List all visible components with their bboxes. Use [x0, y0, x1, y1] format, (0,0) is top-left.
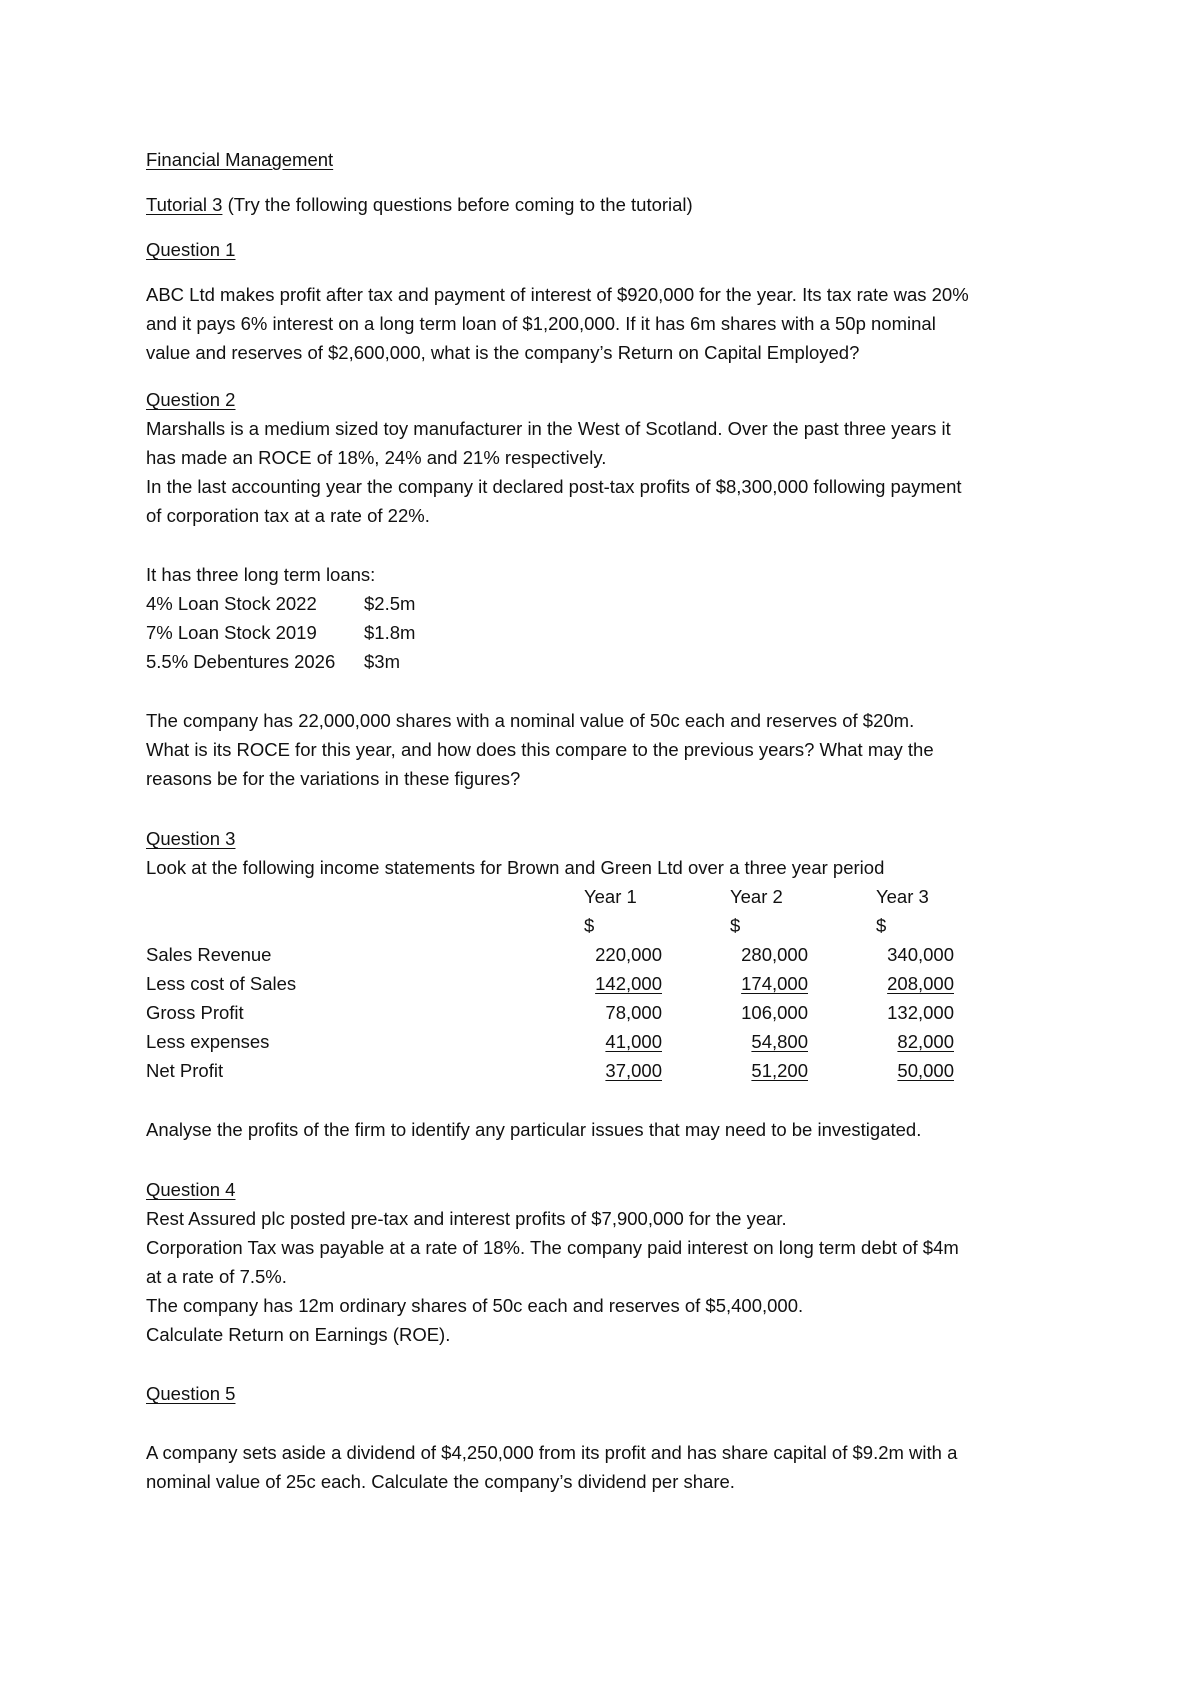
table-cell: 280,000: [741, 944, 808, 965]
q2-text-line: has made an ROCE of 18%, 24% and 21% respectively.: [146, 447, 607, 468]
q4-text-line: Rest Assured plc posted pre-tax and interest profits of $7,900,000 for the year.: [146, 1208, 787, 1229]
q2-text-line: Marshalls is a medium sized toy manufacturer in the West of Scotland. Over the past three years it: [146, 418, 951, 439]
table-cell: 37,000: [605, 1060, 662, 1081]
q1-text-line: and it pays 6% interest on a long term loan of $1,200,000. If it has 6m shares with a 50p nominal: [146, 313, 936, 334]
currency-header: $: [876, 915, 887, 936]
q2-text-line: What is its ROCE for this year, and how does this compare to the previous years? What may the: [146, 739, 934, 760]
q2-text-line: The company has 22,000,000 shares with a nominal value of 50c each and reserves of $20m.: [146, 710, 915, 731]
table-cell: 208,000: [887, 973, 954, 994]
loan-amount: $3m: [364, 651, 400, 672]
q5-heading: Question 5: [146, 1383, 236, 1404]
tutorial-label: Tutorial 3: [146, 194, 223, 215]
q5-text-line: nominal value of 25c each. Calculate the company’s dividend per share.: [146, 1471, 735, 1492]
currency-header: $: [584, 915, 595, 936]
q4-text-line: at a rate of 7.5%.: [146, 1266, 287, 1287]
column-header: Year 3: [876, 886, 929, 907]
loan-row: [146, 650, 335, 674]
table-cell: 54,800: [751, 1031, 808, 1052]
q4-text-line: Corporation Tax was payable at a rate of 18%. The company paid interest on long term debt of $4m: [146, 1237, 959, 1258]
loan-name: 5.5% Debentures 2026: [146, 651, 336, 672]
loan-amount: $1.8m: [364, 622, 416, 643]
q2-loans-intro: It has three long term loans:: [146, 564, 376, 585]
q2-heading: Question 2: [146, 389, 236, 410]
row-label: Less expenses: [146, 1031, 270, 1052]
q1-text-line: ABC Ltd makes profit after tax and payment of interest of $920,000 for the year. Its tax rate was 20%: [146, 284, 969, 305]
table-cell: 174,000: [741, 973, 808, 994]
loan-row: [146, 621, 317, 645]
loan-name: 4% Loan Stock 2022: [146, 593, 317, 614]
q1-heading: Question 1: [146, 239, 236, 260]
row-label: Less cost of Sales: [146, 973, 297, 994]
currency-header: $: [730, 915, 741, 936]
q3-heading: Question 3: [146, 828, 236, 849]
loan-row: [146, 592, 317, 616]
q3-task: Analyse the profits of the firm to identify any particular issues that may need to be investigated.: [146, 1119, 922, 1140]
column-header: Year 2: [730, 886, 783, 907]
table-cell: 50,000: [897, 1060, 954, 1081]
row-label: Sales Revenue: [146, 944, 272, 965]
column-header: Year 1: [584, 886, 637, 907]
table-cell: 78,000: [605, 1002, 662, 1023]
q4-heading: Question 4: [146, 1179, 236, 1200]
table-cell: 82,000: [897, 1031, 954, 1052]
document-title: Financial Management: [146, 149, 334, 170]
table-cell: 132,000: [887, 1002, 954, 1023]
table-cell: 142,000: [595, 973, 662, 994]
table-cell: 41,000: [605, 1031, 662, 1052]
loan-name: 7% Loan Stock 2019: [146, 622, 317, 643]
row-label: Gross Profit: [146, 1002, 244, 1023]
table-cell: 340,000: [887, 944, 954, 965]
row-label: Net Profit: [146, 1060, 224, 1081]
table-cell: 106,000: [741, 1002, 808, 1023]
q1-text-line: value and reserves of $2,600,000, what is the company’s Return on Capital Employed?: [146, 342, 860, 363]
table-cell: 51,200: [751, 1060, 808, 1081]
table-cell: 220,000: [595, 944, 662, 965]
q4-text-line: Calculate Return on Earnings (ROE).: [146, 1324, 451, 1345]
tutorial-note: (Try the following questions before coming to the tutorial): [222, 194, 693, 215]
q2-text-line: reasons be for the variations in these figures?: [146, 768, 521, 789]
q2-text-line: of corporation tax at a rate of 22%.: [146, 505, 430, 526]
q5-text-line: A company sets aside a dividend of $4,250,000 from its profit and has share capital of $9.2m with a: [146, 1442, 958, 1463]
q2-text-line: In the last accounting year the company it declared post-tax profits of $8,300,000 following payment: [146, 476, 962, 497]
q3-intro: Look at the following income statements for Brown and Green Ltd over a three year period: [146, 857, 885, 878]
loan-amount: $2.5m: [364, 593, 416, 614]
tutorial-line: [146, 193, 693, 217]
q4-text-line: The company has 12m ordinary shares of 50c each and reserves of $5,400,000.: [146, 1295, 804, 1316]
